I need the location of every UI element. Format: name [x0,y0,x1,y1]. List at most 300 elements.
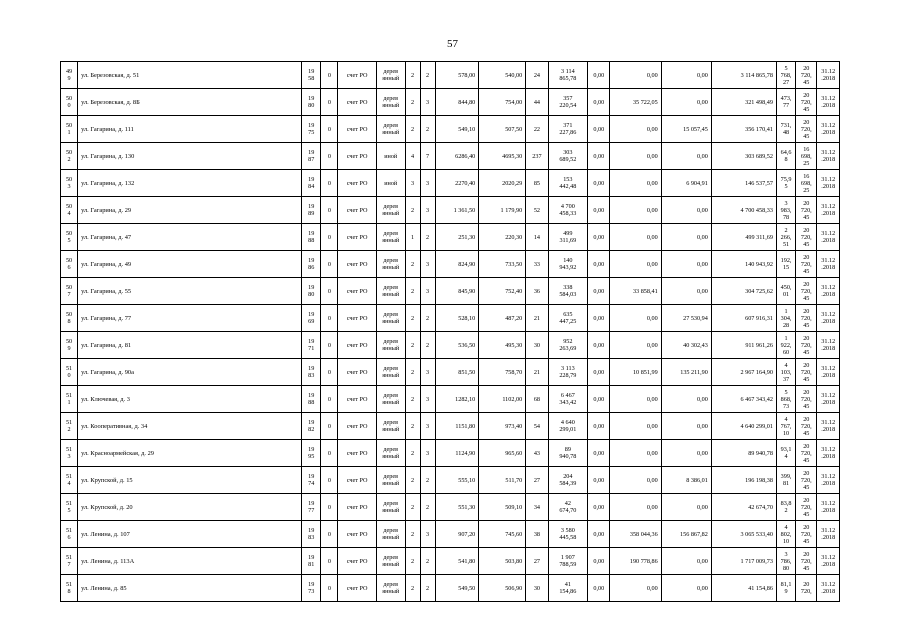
cell-row-number: 51 5 [61,494,78,521]
cell-area-total: 541,80 [435,548,479,575]
cell-row-number: 50 9 [61,332,78,359]
cell-address: ул. Ленина, д. 107 [78,521,302,548]
cell-residents: 24 [526,62,548,89]
cell-completion-date: 31.12 .2018 [817,197,840,224]
cell-area-residential: 1 179,90 [479,197,526,224]
cell-unit-cost: 83,8 2 [776,494,795,521]
cell-floors: 2 [405,440,420,467]
cell-completion-date: 31.12 .2018 [817,440,840,467]
cell-entrances: 3 [420,521,435,548]
cell-fund-local: 0,00 [661,251,711,278]
cell-entrances: 2 [420,494,435,521]
cell-unit-cost: 64,6 8 [776,143,795,170]
cell-zero-value: 0 [321,116,338,143]
table-row [61,359,840,386]
cell-row-number: 50 2 [61,143,78,170]
table-row [61,575,840,602]
cell-area-residential: 2020,29 [479,170,526,197]
cell-unit-cost: 3 786, 80 [776,548,795,575]
cell-total-cost: 952 263,69 [548,332,587,359]
cell-fund-federal: 0,00 [588,332,610,359]
cell-wall-material: иной [376,143,405,170]
cell-wall-material: дерев янный [376,89,405,116]
cell-year-built: 19 69 [302,305,321,332]
cell-area-residential: 540,00 [479,62,526,89]
cell-wall-material: дерев янный [376,386,405,413]
cell-row-number: 51 1 [61,386,78,413]
cell-floors: 2 [405,89,420,116]
cell-zero-value: 0 [321,305,338,332]
cell-fund-owners: 911 961,26 [711,332,776,359]
cell-entrances: 2 [420,116,435,143]
cell-fund-local: 15 057,45 [661,116,711,143]
cell-completion-date: 31.12 .2018 [817,251,840,278]
cell-unit-limit: 20 720, 45 [796,116,817,143]
cell-floors: 2 [405,494,420,521]
cell-residents: 34 [526,494,548,521]
cell-fund-federal: 0,00 [588,89,610,116]
cell-unit-limit: 20 720, [796,575,817,602]
cell-total-cost: 3 114 865,78 [548,62,587,89]
cell-fund-regional: 35 722,05 [610,89,661,116]
cell-zero-value: 0 [321,548,338,575]
cell-unit-cost: 1 304, 28 [776,305,795,332]
cell-floors: 2 [405,278,420,305]
cell-fund-local: 135 211,90 [661,359,711,386]
cell-unit-limit: 20 720, 45 [796,278,817,305]
cell-zero-value: 0 [321,251,338,278]
cell-fund-method: счет РО [338,116,376,143]
table-row [61,305,840,332]
cell-completion-date: 31.12 .2018 [817,116,840,143]
cell-area-total: 1282,10 [435,386,479,413]
cell-row-number: 50 8 [61,305,78,332]
cell-unit-cost: 5 768, 27 [776,62,795,89]
cell-fund-regional: 358 044,36 [610,521,661,548]
cell-unit-cost: 4 767, 10 [776,413,795,440]
cell-residents: 237 [526,143,548,170]
cell-residents: 38 [526,521,548,548]
table-row [61,386,840,413]
cell-residents: 27 [526,467,548,494]
cell-residents: 22 [526,116,548,143]
cell-floors: 2 [405,359,420,386]
cell-unit-limit: 16 698, 25 [796,143,817,170]
cell-fund-federal: 0,00 [588,116,610,143]
cell-address: ул. Ленина, д. 113А [78,548,302,575]
cell-total-cost: 204 584,39 [548,467,587,494]
cell-year-built: 19 88 [302,224,321,251]
cell-completion-date: 31.12 .2018 [817,332,840,359]
cell-residents: 14 [526,224,548,251]
cell-entrances: 2 [420,305,435,332]
cell-year-built: 19 80 [302,89,321,116]
cell-total-cost: 357 220,54 [548,89,587,116]
cell-address: ул. Гагарина, д. 111 [78,116,302,143]
cell-fund-federal: 0,00 [588,575,610,602]
cell-residents: 44 [526,89,548,116]
cell-year-built: 19 88 [302,386,321,413]
cell-unit-limit: 20 720, 45 [796,332,817,359]
cell-row-number: 50 0 [61,89,78,116]
cell-completion-date: 31.12 .2018 [817,224,840,251]
cell-address: ул. Гагарина, д. 132 [78,170,302,197]
cell-fund-local: 156 867,82 [661,521,711,548]
cell-residents: 54 [526,413,548,440]
cell-completion-date: 31.12 .2018 [817,278,840,305]
cell-fund-local: 0,00 [661,143,711,170]
cell-row-number: 50 4 [61,197,78,224]
cell-unit-limit: 20 720, 45 [796,521,817,548]
cell-fund-owners: 2 967 164,90 [711,359,776,386]
cell-unit-cost: 3 983, 78 [776,197,795,224]
cell-unit-cost: 75,9 5 [776,170,795,197]
cell-zero-value: 0 [321,386,338,413]
cell-wall-material: дерев янный [376,413,405,440]
cell-fund-owners: 1 717 009,73 [711,548,776,575]
cell-area-residential: 973,40 [479,413,526,440]
cell-address: ул. Крупской, д. 20 [78,494,302,521]
cell-area-residential: 4695,30 [479,143,526,170]
cell-wall-material: дерев янный [376,548,405,575]
cell-fund-regional: 0,00 [610,575,661,602]
cell-fund-local: 0,00 [661,89,711,116]
cell-entrances: 3 [420,197,435,224]
cell-completion-date: 31.12 .2018 [817,359,840,386]
table-row [61,224,840,251]
cell-residents: 85 [526,170,548,197]
cell-unit-limit: 20 720, 45 [796,251,817,278]
cell-area-total: 6286,40 [435,143,479,170]
cell-fund-method: счет РО [338,575,376,602]
cell-fund-owners: 140 943,92 [711,251,776,278]
cell-fund-local: 0,00 [661,413,711,440]
cell-year-built: 19 77 [302,494,321,521]
cell-entrances: 2 [420,575,435,602]
cell-row-number: 51 0 [61,359,78,386]
cell-area-residential: 965,60 [479,440,526,467]
cell-row-number: 51 6 [61,521,78,548]
cell-fund-regional: 0,00 [610,170,661,197]
cell-year-built: 19 82 [302,413,321,440]
cell-fund-regional: 0,00 [610,251,661,278]
cell-completion-date: 31.12 .2018 [817,386,840,413]
cell-address: ул. Березовская, д. 8Б [78,89,302,116]
cell-wall-material: дерев янный [376,116,405,143]
cell-address: ул. Гагарина, д. 81 [78,332,302,359]
cell-fund-local: 0,00 [661,224,711,251]
cell-completion-date: 31.12 .2018 [817,521,840,548]
cell-entrances: 3 [420,413,435,440]
cell-completion-date: 31.12 .2018 [817,413,840,440]
cell-area-residential: 495,30 [479,332,526,359]
cell-fund-federal: 0,00 [588,143,610,170]
cell-fund-federal: 0,00 [588,467,610,494]
cell-unit-limit: 20 720, 45 [796,386,817,413]
cell-zero-value: 0 [321,494,338,521]
cell-area-residential: 745,60 [479,521,526,548]
cell-area-residential: 487,20 [479,305,526,332]
cell-entrances: 2 [420,332,435,359]
table-row [61,116,840,143]
cell-address: ул. Гагарина, д. 55 [78,278,302,305]
cell-fund-method: счет РО [338,440,376,467]
cell-fund-local: 27 530,94 [661,305,711,332]
cell-unit-limit: 20 720, 45 [796,359,817,386]
cell-fund-method: счет РО [338,305,376,332]
cell-year-built: 19 73 [302,575,321,602]
cell-fund-federal: 0,00 [588,305,610,332]
cell-wall-material: дерев янный [376,251,405,278]
cell-wall-material: дерев янный [376,305,405,332]
cell-zero-value: 0 [321,278,338,305]
cell-area-total: 528,10 [435,305,479,332]
cell-entrances: 2 [420,548,435,575]
cell-entrances: 2 [420,467,435,494]
cell-fund-federal: 0,00 [588,521,610,548]
cell-area-residential: 503,80 [479,548,526,575]
cell-entrances: 2 [420,62,435,89]
cell-year-built: 19 83 [302,359,321,386]
cell-completion-date: 31.12 .2018 [817,494,840,521]
cell-total-cost: 371 227,86 [548,116,587,143]
cell-row-number: 50 7 [61,278,78,305]
cell-year-built: 19 87 [302,143,321,170]
cell-fund-local: 40 302,43 [661,332,711,359]
cell-wall-material: дерев янный [376,62,405,89]
cell-fund-regional: 10 851,99 [610,359,661,386]
table-row [61,278,840,305]
cell-floors: 2 [405,386,420,413]
cell-fund-federal: 0,00 [588,197,610,224]
cell-zero-value: 0 [321,413,338,440]
cell-row-number: 50 5 [61,224,78,251]
cell-fund-method: счет РО [338,224,376,251]
cell-fund-local: 6 904,91 [661,170,711,197]
cell-fund-local: 8 386,01 [661,467,711,494]
cell-area-residential: 220,30 [479,224,526,251]
cell-address: ул. Гагарина, д. 49 [78,251,302,278]
cell-residents: 43 [526,440,548,467]
cell-area-total: 536,50 [435,332,479,359]
cell-fund-owners: 42 674,70 [711,494,776,521]
cell-completion-date: 31.12 .2018 [817,467,840,494]
cell-total-cost: 635 447,25 [548,305,587,332]
cell-fund-local: 0,00 [661,386,711,413]
table-row [61,143,840,170]
table-row [61,170,840,197]
table-row [61,251,840,278]
cell-area-total: 2270,40 [435,170,479,197]
cell-fund-regional: 33 858,41 [610,278,661,305]
cell-total-cost: 153 442,48 [548,170,587,197]
cell-area-total: 1124,90 [435,440,479,467]
cell-wall-material: дерев янный [376,332,405,359]
cell-unit-limit: 20 720, 45 [796,305,817,332]
cell-floors: 2 [405,575,420,602]
cell-total-cost: 1 907 788,59 [548,548,587,575]
cell-address: ул. Крупской, д. 15 [78,467,302,494]
cell-total-cost: 41 154,86 [548,575,587,602]
cell-fund-local: 0,00 [661,575,711,602]
cell-entrances: 2 [420,224,435,251]
cell-fund-local: 0,00 [661,548,711,575]
cell-completion-date: 31.12 .2018 [817,305,840,332]
cell-completion-date: 31.12 .2018 [817,575,840,602]
cell-address: ул. Гагарина, д. 29 [78,197,302,224]
cell-fund-regional: 0,00 [610,467,661,494]
cell-unit-limit: 16 698, 25 [796,170,817,197]
cell-fund-method: счет РО [338,467,376,494]
cell-wall-material: дерев янный [376,575,405,602]
cell-wall-material: дерев янный [376,521,405,548]
cell-fund-local: 0,00 [661,278,711,305]
cell-area-residential: 507,50 [479,116,526,143]
cell-area-total: 251,30 [435,224,479,251]
cell-unit-cost: 1 922, 60 [776,332,795,359]
cell-year-built: 19 58 [302,62,321,89]
table-row [61,332,840,359]
cell-area-total: 824,90 [435,251,479,278]
cell-area-total: 1 361,50 [435,197,479,224]
cell-entrances: 3 [420,386,435,413]
table-row [61,197,840,224]
cell-row-number: 51 3 [61,440,78,467]
cell-entrances: 3 [420,359,435,386]
cell-fund-owners: 321 498,49 [711,89,776,116]
cell-year-built: 19 74 [302,467,321,494]
cell-area-residential: 752,40 [479,278,526,305]
cell-fund-federal: 0,00 [588,440,610,467]
cell-total-cost: 6 467 343,42 [548,386,587,413]
cell-area-total: 578,00 [435,62,479,89]
cell-floors: 2 [405,332,420,359]
cell-fund-federal: 0,00 [588,251,610,278]
cell-fund-owners: 89 940,78 [711,440,776,467]
cell-unit-limit: 20 720, 45 [796,494,817,521]
cell-residents: 33 [526,251,548,278]
cell-area-residential: 733,50 [479,251,526,278]
cell-unit-limit: 20 720, 45 [796,89,817,116]
cell-year-built: 19 81 [302,548,321,575]
cell-address: ул. Гагарина, д. 130 [78,143,302,170]
cell-row-number: 50 3 [61,170,78,197]
cell-fund-method: счет РО [338,197,376,224]
cell-fund-regional: 0,00 [610,62,661,89]
cell-area-residential: 1102,00 [479,386,526,413]
cell-total-cost: 3 580 445,58 [548,521,587,548]
cell-area-total: 844,80 [435,89,479,116]
cell-total-cost: 4 640 299,01 [548,413,587,440]
cell-wall-material: иной [376,170,405,197]
cell-fund-regional: 0,00 [610,386,661,413]
cell-fund-federal: 0,00 [588,386,610,413]
table-row [61,521,840,548]
cell-fund-regional: 0,00 [610,116,661,143]
cell-fund-regional: 0,00 [610,440,661,467]
cell-unit-cost: 450, 01 [776,278,795,305]
cell-total-cost: 499 311,69 [548,224,587,251]
cell-fund-owners: 41 154,86 [711,575,776,602]
cell-fund-method: счет РО [338,278,376,305]
cell-fund-local: 0,00 [661,197,711,224]
cell-fund-owners: 196 198,38 [711,467,776,494]
cell-zero-value: 0 [321,62,338,89]
cell-unit-limit: 20 720, 45 [796,440,817,467]
cell-residents: 30 [526,332,548,359]
cell-unit-cost: 5 868, 73 [776,386,795,413]
cell-completion-date: 31.12 .2018 [817,62,840,89]
cell-area-total: 549,10 [435,116,479,143]
cell-area-residential: 506,90 [479,575,526,602]
table-row [61,440,840,467]
cell-fund-federal: 0,00 [588,62,610,89]
cell-zero-value: 0 [321,575,338,602]
cell-unit-cost: 4 103, 37 [776,359,795,386]
table-row [61,62,840,89]
cell-year-built: 19 75 [302,116,321,143]
cell-wall-material: дерев янный [376,197,405,224]
cell-entrances: 3 [420,251,435,278]
cell-year-built: 19 71 [302,332,321,359]
cell-address: ул. Гагарина, д. 77 [78,305,302,332]
cell-floors: 2 [405,197,420,224]
cell-row-number: 51 7 [61,548,78,575]
cell-fund-method: счет РО [338,89,376,116]
cell-unit-limit: 20 720, 45 [796,413,817,440]
cell-wall-material: дерев янный [376,359,405,386]
cell-fund-federal: 0,00 [588,413,610,440]
cell-area-total: 1151,80 [435,413,479,440]
cell-entrances: 7 [420,143,435,170]
cell-floors: 2 [405,467,420,494]
cell-fund-regional: 0,00 [610,305,661,332]
cell-row-number: 50 6 [61,251,78,278]
cell-floors: 2 [405,116,420,143]
cell-wall-material: дерев янный [376,440,405,467]
cell-fund-method: счет РО [338,548,376,575]
cell-fund-local: 0,00 [661,494,711,521]
cell-fund-owners: 4 700 458,33 [711,197,776,224]
cell-residents: 27 [526,548,548,575]
cell-entrances: 3 [420,89,435,116]
cell-unit-limit: 20 720, 45 [796,548,817,575]
cell-unit-cost: 2 266, 51 [776,224,795,251]
cell-area-total: 851,50 [435,359,479,386]
cell-area-total: 555,10 [435,467,479,494]
cell-unit-cost: 399, 81 [776,467,795,494]
cell-fund-federal: 0,00 [588,170,610,197]
cell-fund-regional: 0,00 [610,494,661,521]
cell-unit-limit: 20 720, 45 [796,197,817,224]
cell-fund-local: 0,00 [661,62,711,89]
cell-fund-owners: 146 537,57 [711,170,776,197]
cell-residents: 52 [526,197,548,224]
cell-fund-regional: 190 778,86 [610,548,661,575]
cell-area-residential: 511,70 [479,467,526,494]
cell-area-residential: 509,10 [479,494,526,521]
cell-area-total: 549,50 [435,575,479,602]
cell-zero-value: 0 [321,143,338,170]
cell-floors: 2 [405,62,420,89]
cell-year-built: 19 84 [302,170,321,197]
cell-fund-owners: 3 114 865,78 [711,62,776,89]
cell-row-number: 51 8 [61,575,78,602]
cell-fund-method: счет РО [338,143,376,170]
cell-zero-value: 0 [321,332,338,359]
cell-zero-value: 0 [321,224,338,251]
cell-floors: 2 [405,305,420,332]
